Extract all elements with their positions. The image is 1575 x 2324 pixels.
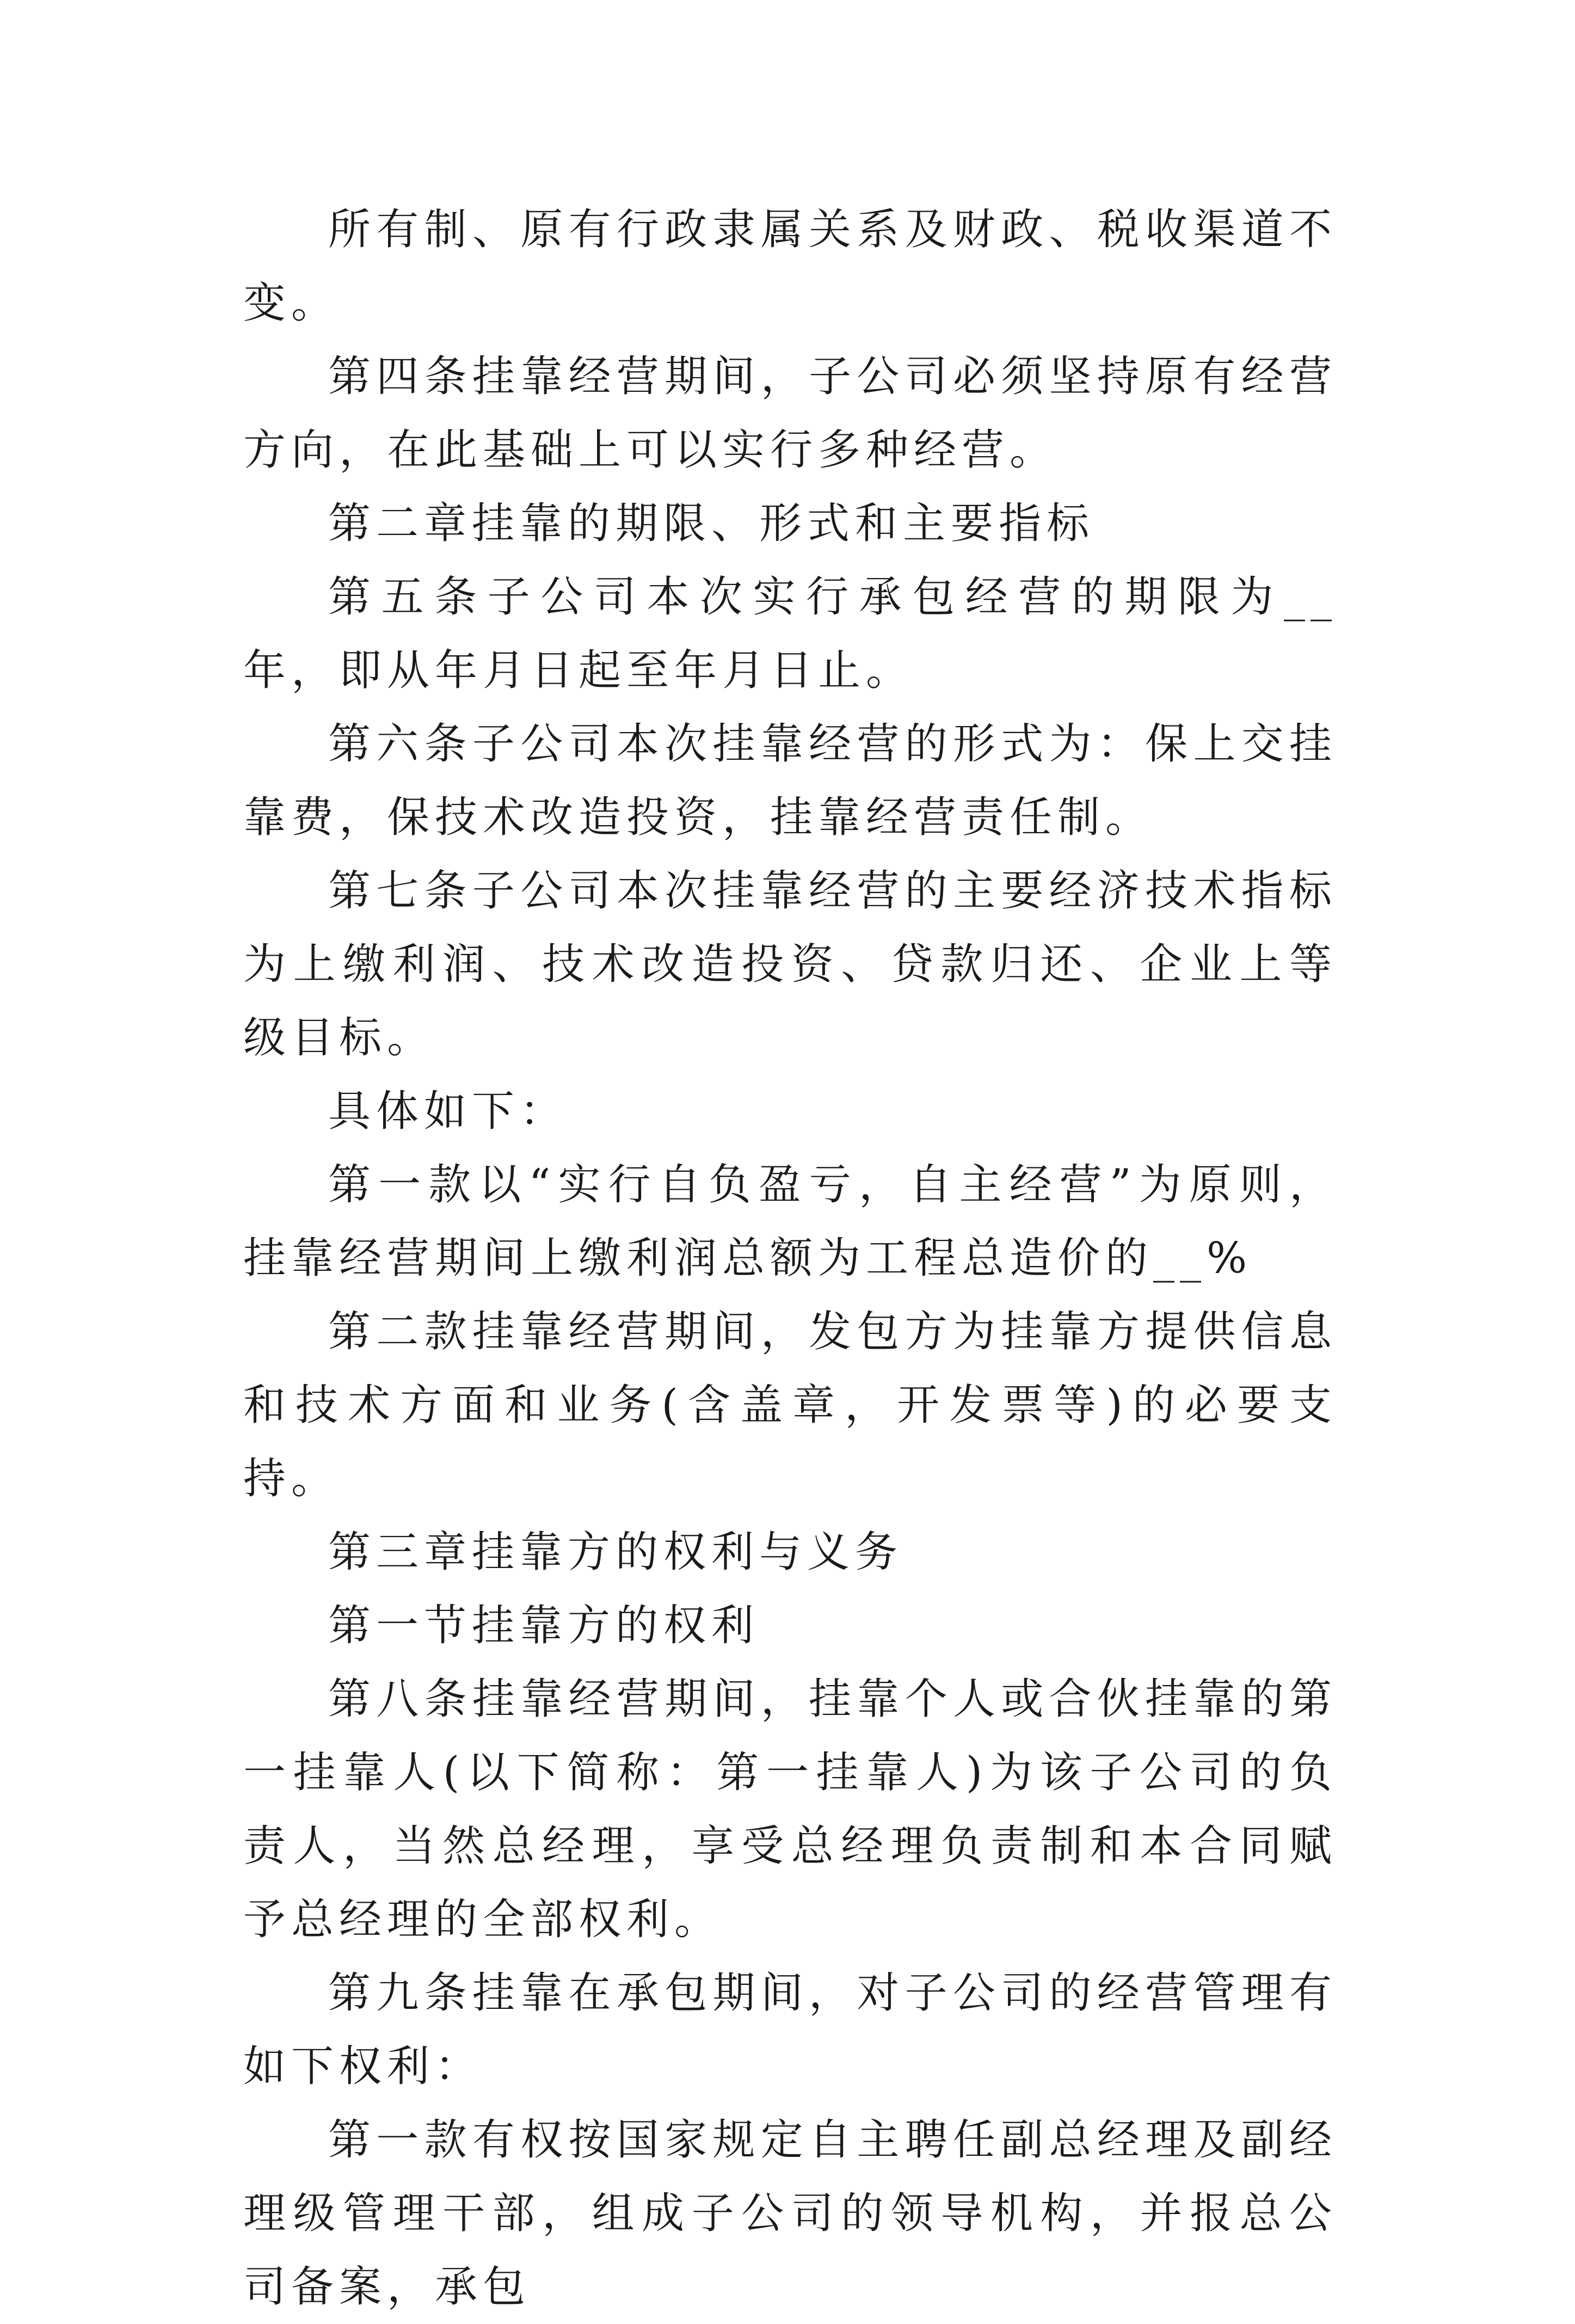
- paragraph-article-7: 第七条子公司本次挂靠经营的主要经济技术指标为上缴利润、技术改造投资、贷款归还、企业上等级目标。: [243, 866, 1337, 1062]
- chapter-2-heading: 第二章挂靠的期限、形式和主要指标: [328, 499, 1095, 548]
- paragraph-ownership-unchanged: 所有制、原有行政隶属关系及财政、税收渠道不变。: [243, 205, 1337, 328]
- paragraph-clause-2: 第二款挂靠经营期间，发包方为挂靠方提供信息和技术方面和业务(含盖章，开发票等)的必要支持。: [243, 1307, 1337, 1503]
- document-body: [243, 193, 1337, 2324]
- paragraph-details-intro: 具体如下：: [328, 1087, 568, 1136]
- paragraph-article-6: 第六条子公司本次挂靠经营的形式为：保上交挂靠费，保技术改造投资，挂靠经营责任制。: [243, 720, 1337, 842]
- paragraph-article-8: 第八条挂靠经营期间，挂靠个人或合伙挂靠的第一挂靠人(以下简称：第一挂靠人)为该子公司的负责人，当然总经理，享受总经理负责制和本合同赋予总经理的全部权利。: [243, 1675, 1337, 1944]
- chapter-3-heading: 第三章挂靠方的权利与义务: [328, 1528, 903, 1577]
- paragraph-article-5: 第五条子公司本次实行承包经营的期限为__年，即从年月日起至年月日止。: [243, 573, 1337, 695]
- section-1-heading: 第一节挂靠方的权利: [328, 1601, 760, 1650]
- paragraph-clause-1: 第一款以“实行自负盈亏，自主经营”为原则，挂靠经营期间上缴利润总额为工程总造价的__%: [243, 1160, 1337, 1283]
- paragraph-article-9: 第九条挂靠在承包期间，对子公司的经营管理有如下权利：: [243, 1969, 1337, 2091]
- paragraph-article-4: 第四条挂靠经营期间，子公司必须坚持原有经营方向，在此基础上可以实行多种经营。: [243, 352, 1337, 475]
- paragraph-article-9-clause-1: 第一款有权按国家规定自主聘任副总经理及副经理级管理干部，组成子公司的领导机构，并报总公司备案，承包: [243, 2116, 1337, 2311]
